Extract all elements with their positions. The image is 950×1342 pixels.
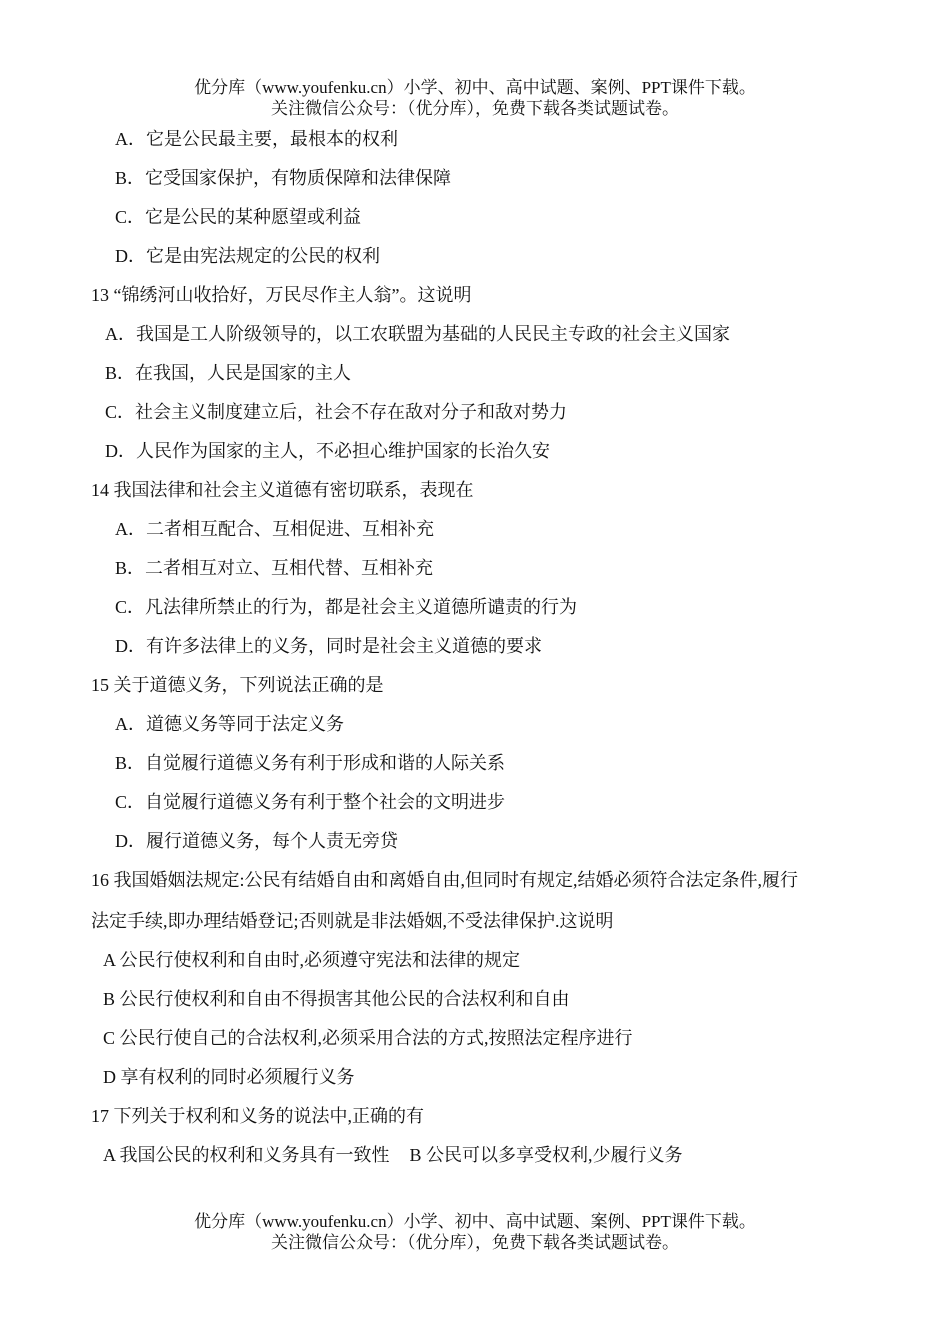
footer-line-2: 关注微信公众号：（优分库），免费下载各类试题试卷。 bbox=[271, 1233, 679, 1252]
q16-option-d: D 享有权利的同时必须履行义务 bbox=[103, 1067, 355, 1087]
q13-option-b: B．在我国，人民是国家的主人 bbox=[105, 363, 352, 383]
q15-option-c: C．自觉履行道德义务有利于整个社会的文明进步 bbox=[115, 792, 506, 812]
q16-stem-line-1: 16 我国婚姻法规定:公民有结婚自由和离婚自由,但同时有规定,结婚必须符合法定条件,履行 bbox=[91, 870, 798, 890]
q13-option-d: D．人民作为国家的主人，不必担心维护国家的长治久安 bbox=[105, 441, 550, 461]
q14-option-c: C．凡法律所禁止的行为，都是社会主义道德所谴责的行为 bbox=[115, 597, 578, 617]
q12-option-c: C．它是公民的某种愿望或利益 bbox=[115, 207, 362, 227]
q12-option-a: A．它是公民最主要，最根本的权利 bbox=[115, 129, 398, 149]
header-line-1: 优分库（www.youfenku.cn）小学、初中、高中试题、案例、PPT课件下载。 bbox=[194, 78, 756, 97]
q15-stem: 15 关于道德义务，下列说法正确的是 bbox=[91, 675, 384, 695]
q14-option-b: B．二者相互对立、互相代替、互相补充 bbox=[115, 558, 434, 578]
q17-option-a: A 我国公民的权利和义务具有一致性 bbox=[103, 1145, 390, 1165]
q15-option-b: B．自觉履行道德义务有利于形成和谐的人际关系 bbox=[115, 753, 506, 773]
q16-stem-line-2: 法定手续,即办理结婚登记;否则就是非法婚姻,不受法律保护.这说明 bbox=[91, 911, 614, 931]
q16-option-a: A 公民行使权利和自由时,必须遵守宪法和法律的规定 bbox=[103, 950, 521, 970]
q12-option-d: D．它是由宪法规定的公民的权利 bbox=[115, 246, 380, 266]
q17-option-b: B 公民可以多享受权利,少履行义务 bbox=[409, 1145, 683, 1165]
q16-option-c: C 公民行使自己的合法权利,必须采用合法的方式,按照法定程序进行 bbox=[103, 1028, 633, 1048]
q13-option-a: A．我国是工人阶级领导的，以工农联盟为基础的人民民主专政的社会主义国家 bbox=[105, 324, 730, 344]
q13-option-c: C．社会主义制度建立后，社会不存在敌对分子和敌对势力 bbox=[105, 402, 568, 422]
q17-stem: 17 下列关于权利和义务的说法中,正确的有 bbox=[91, 1106, 424, 1126]
page-header bbox=[0, 77, 950, 119]
header-line-2: 关注微信公众号：（优分库），免费下载各类试题试卷。 bbox=[271, 99, 679, 118]
q16-option-b: B 公民行使权利和自由不得损害其他公民的合法权利和自由 bbox=[103, 989, 570, 1009]
q14-stem: 14 我国法律和社会主义道德有密切联系，表现在 bbox=[91, 480, 474, 500]
q14-option-a: A．二者相互配合、互相促进、互相补充 bbox=[115, 519, 434, 539]
q14-option-d: D．有许多法律上的义务，同时是社会主义道德的要求 bbox=[115, 636, 542, 656]
page-footer bbox=[0, 1211, 950, 1253]
q15-option-d: D．履行道德义务，每个人责无旁贷 bbox=[115, 831, 398, 851]
footer-line-1: 优分库（www.youfenku.cn）小学、初中、高中试题、案例、PPT课件下载。 bbox=[194, 1212, 756, 1231]
q15-option-a: A．道德义务等同于法定义务 bbox=[115, 714, 344, 734]
q13-stem: 13 “锦绣河山收拾好，万民尽作主人翁”。这说明 bbox=[91, 285, 472, 305]
q17-options-row bbox=[103, 1144, 683, 1166]
q12-option-b: B．它受国家保护，有物质保障和法律保障 bbox=[115, 168, 452, 188]
